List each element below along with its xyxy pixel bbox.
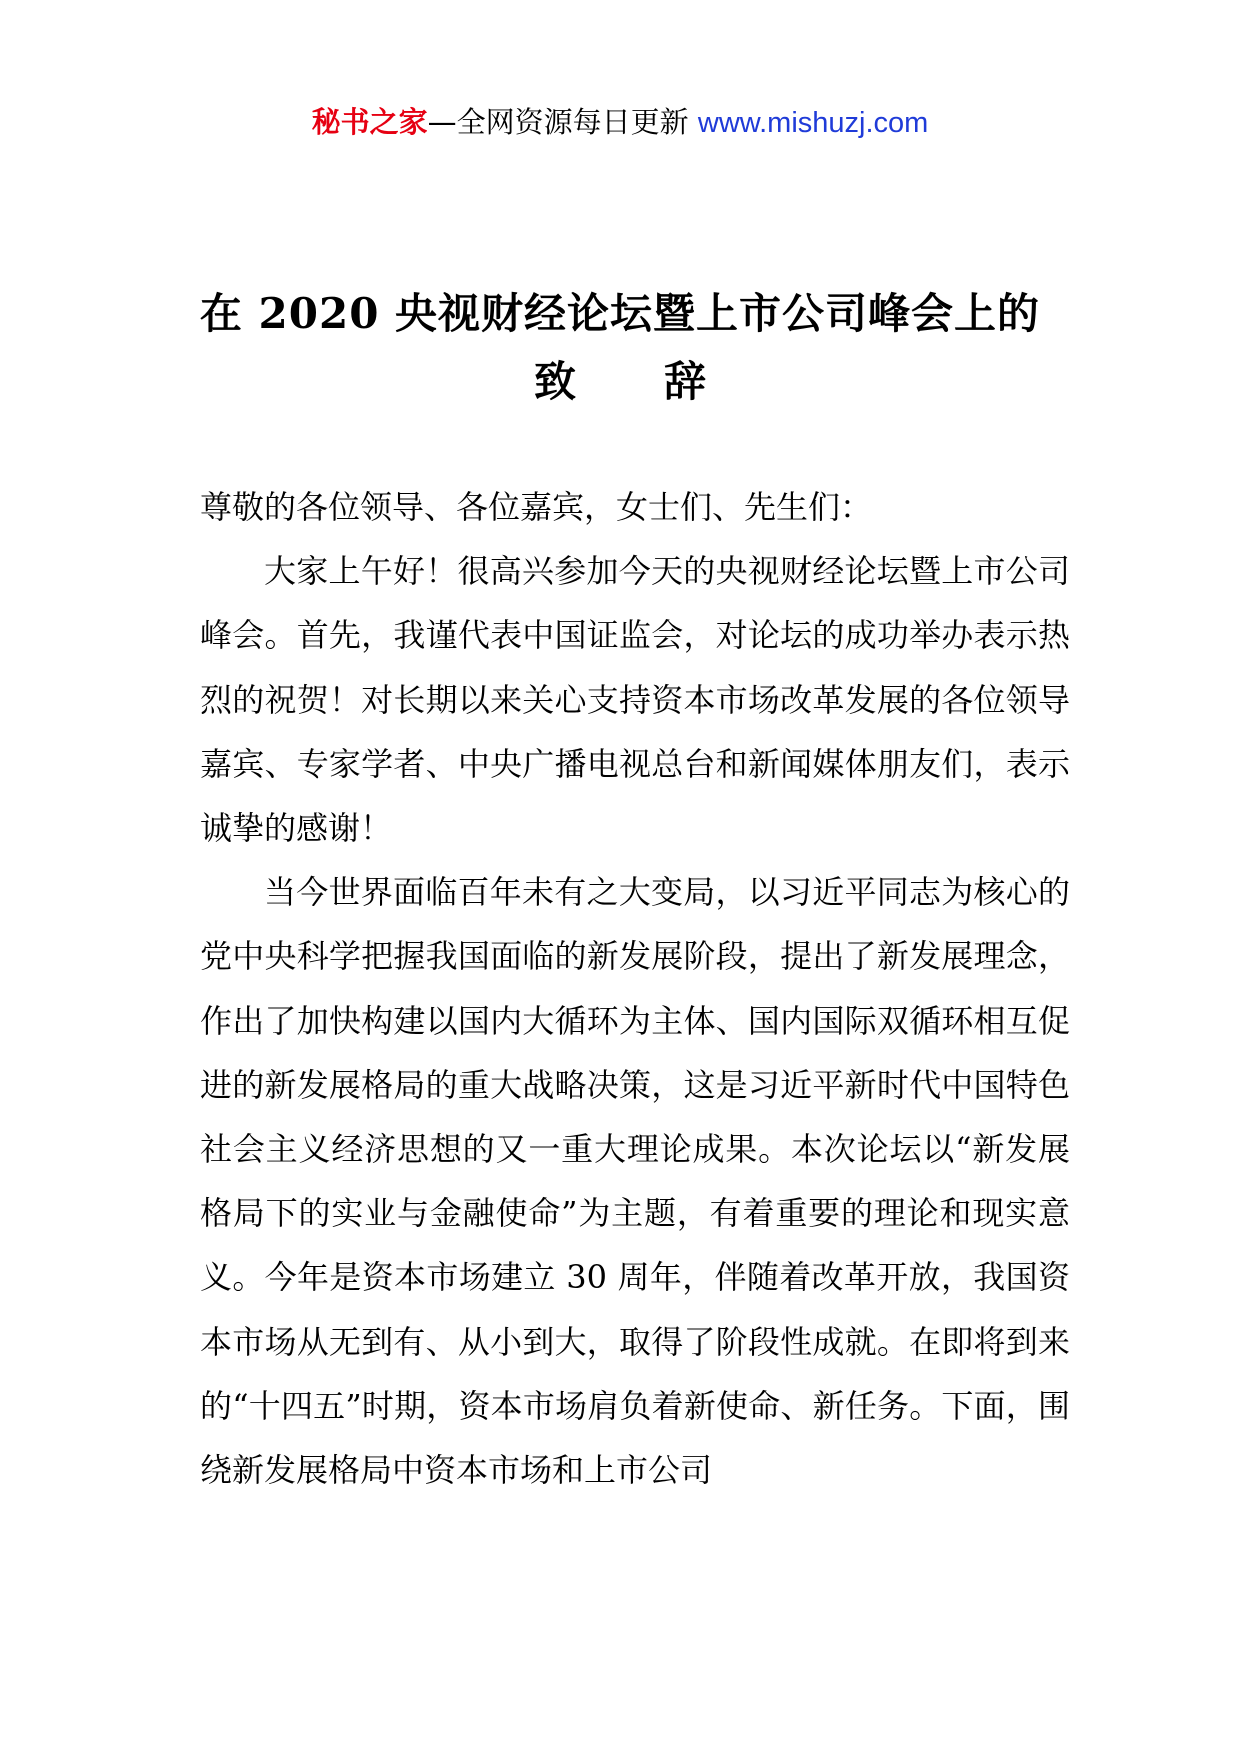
title-line-1: 在 2020 央视财经论坛暨上市公司峰会上的 xyxy=(199,289,1041,338)
site-brand: 秘书之家 xyxy=(311,105,428,139)
salutation: 尊敬的各位领导、各位嘉宾，女士们、先生们： xyxy=(200,488,873,526)
site-url-link[interactable]: www.mishuzj.com xyxy=(697,107,929,139)
paragraph-1: 大家上午好！很高兴参加今天的央视财经论坛暨上市公司峰会。首先，我谨代表中国证监会，对论坛的成功举办表示热烈的祝贺！对长期以来关心支持资本市场改革发展的各位领导嘉宾、专家学者、中央广播电视总台和新闻媒体朋友们，表示诚挚的感谢！ xyxy=(200,552,1070,848)
document-body xyxy=(200,475,1070,1502)
document-title xyxy=(150,280,1090,416)
site-tagline: —全网资源每日更新 xyxy=(427,105,698,139)
site-header xyxy=(0,102,1240,143)
paragraph-2: 当今世界面临百年未有之大变局，以习近平同志为核心的党中央科学把握我国面临的新发展阶段，提出了新发展理念，作出了加快构建以国内大循环为主体、国内国际双循环相互促进的新发展格局的重大战略决策，这是习近平新时代中国特色社会主义经济思想的又一重大理论成果。本次论坛以“新发展格局下的实业与金融使命”为主题，有着重要的理论和现实意义。今年是资本市场建立 30 周年，伴随着改革开放，我国资本市场从无到有、从小到大，取得了阶段性成就。在即将到来的“十四五”时期，资本市场肩负着新使命、新任务。下面，围绕新发展格局中资本市场和上市公司 xyxy=(200,873,1070,1490)
title-line-2: 致辞 xyxy=(533,357,794,406)
